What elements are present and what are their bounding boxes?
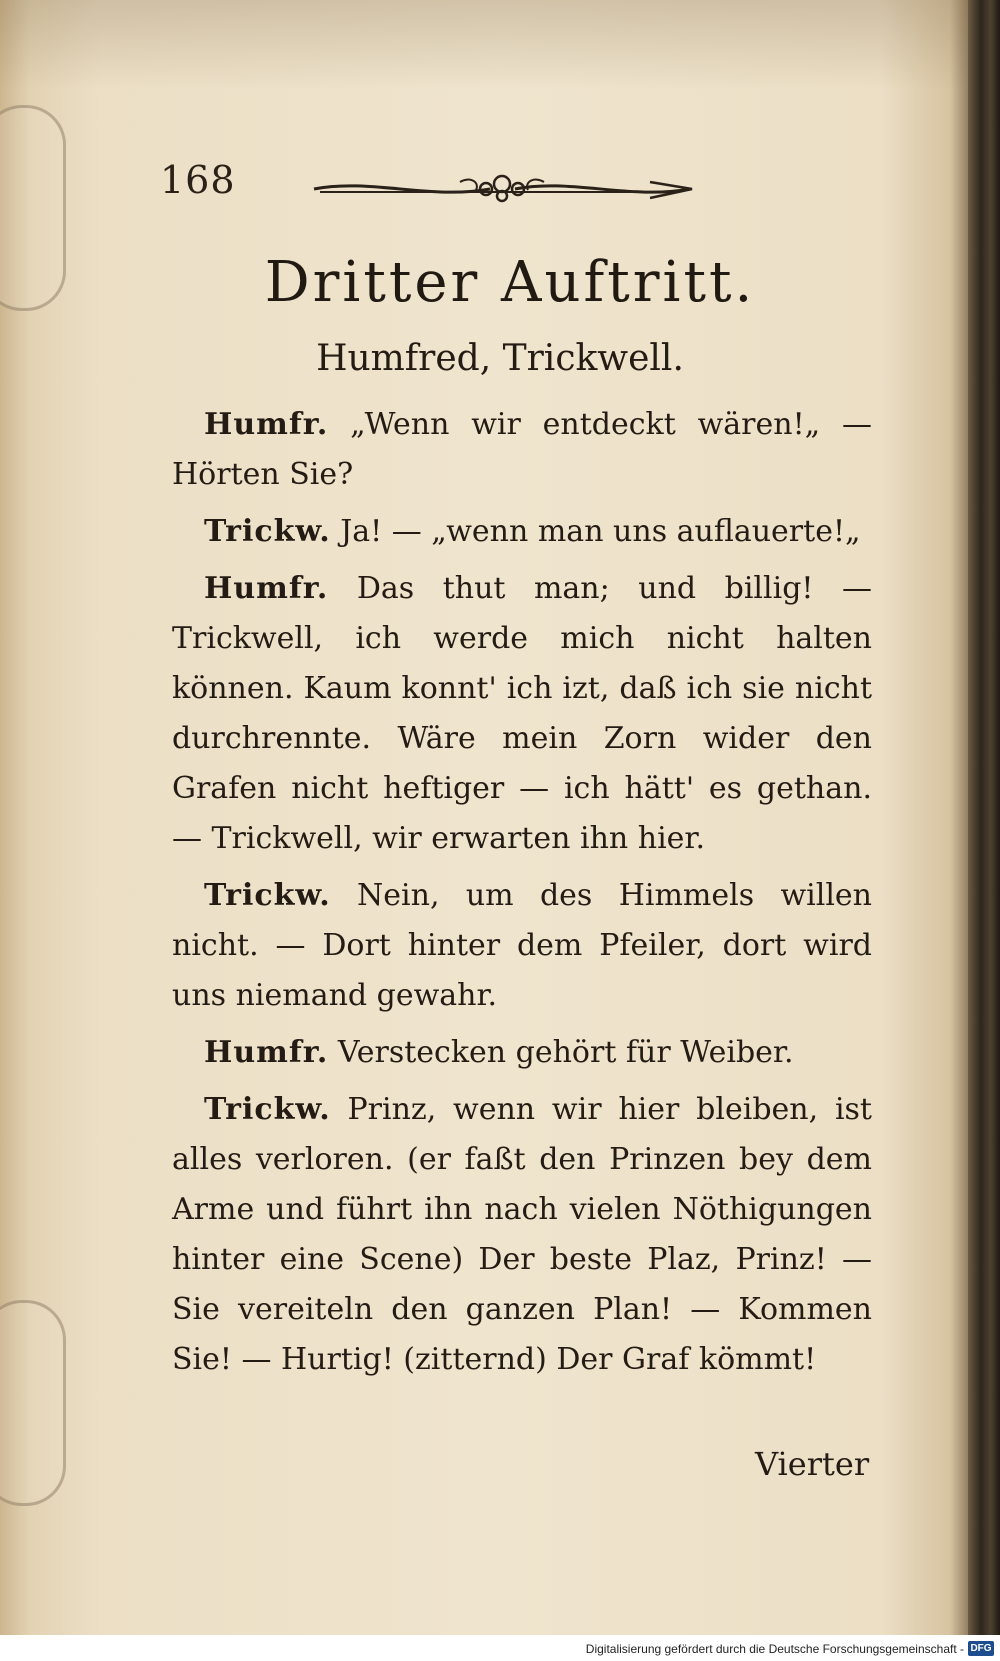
funding-credit: Digitalisierung gefördert durch die Deutsche Forschungsgemeinschaft - [585, 1642, 964, 1656]
catchword: Vierter [755, 1445, 870, 1483]
dialogue-text: Nein, um des Himmels willen nicht. — Dort hinter dem Pfeiler, dort wird uns niemand gewahr. [172, 878, 872, 1013]
dialogue-paragraph [172, 400, 872, 500]
dialogue-paragraph [172, 1028, 872, 1078]
dialogue-text: Ja! — „wenn man uns auflauerte!„ [330, 514, 861, 549]
book-binding-edge [968, 0, 1000, 1661]
dialogue-paragraph [172, 1085, 872, 1385]
dialogue-paragraph [172, 507, 872, 557]
dialogue-paragraph [172, 564, 872, 864]
act-title: Dritter Auftritt. [264, 250, 756, 315]
page-number: 168 [160, 158, 236, 202]
dfg-logo-icon: DFG [968, 1641, 994, 1656]
flourish-ornament-icon [310, 172, 695, 206]
book-clasp-top [0, 105, 66, 311]
dialogue-text: Das thut man; und billig! — Trickwell, ich werde mich nicht halten können. Kaum konnt' ich izt, daß ich sie nicht durchrennte. Wäre mein Zorn wider den Grafen nicht heftiger — ich hätt' es gethan. — Trickwell, wir erwarten ihn hier. [172, 571, 872, 856]
dialogue-text: „Wenn wir entdeckt wären!„ — Hörten Sie? [172, 407, 872, 492]
dialogue-text: Verstecken gehört für Weiber. [328, 1035, 794, 1070]
speaker-name: Trickw. [204, 1092, 331, 1127]
page-shadow [0, 0, 1000, 90]
speaker-name: Trickw. [204, 514, 331, 549]
dialogue-paragraph [172, 871, 872, 1021]
speaker-name: Humfr. [204, 571, 329, 606]
speaker-name: Humfr. [204, 407, 329, 442]
dialogue-body [172, 400, 872, 1392]
digitization-footer [0, 1635, 1000, 1661]
character-list: Humfred, Trickwell. [316, 338, 684, 379]
dialogue-text: Prinz, wenn wir hier bleiben, ist alles verloren. (er faßt den Prinzen bey dem Arme und führt ihn nach vielen Nöthigungen hinter eine Scene) Der beste Plaz, Prinz! — Sie vereiteln den ganzen Plan! — Kommen Sie! — Hurtig! (zitternd) Der Graf kömmt! [172, 1092, 872, 1377]
book-clasp-bottom [0, 1300, 66, 1506]
speaker-name: Trickw. [204, 878, 331, 913]
speaker-name: Humfr. [204, 1035, 329, 1070]
